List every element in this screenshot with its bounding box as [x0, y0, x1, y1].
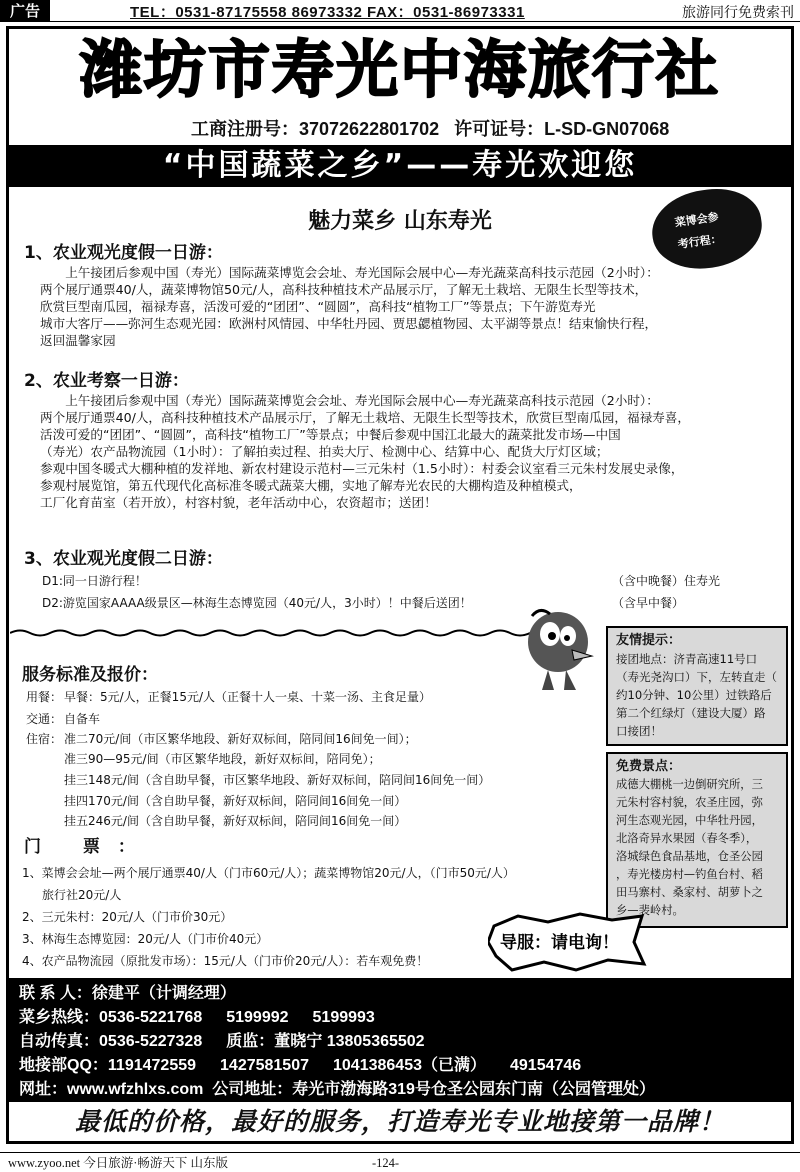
- hotline-number: 5199992: [226, 1009, 289, 1026]
- qq-label: 地接部QQ：: [19, 1057, 108, 1074]
- license-label: 许可证号：: [454, 119, 545, 139]
- web-line: [19, 1078, 781, 1102]
- bottom-slogan: 最低的价格，最好的服务，打造寿光专业地接第一品牌！: [74, 1107, 725, 1136]
- tour1-title: 1、农业观光度假一日游：: [24, 243, 223, 263]
- footer-text: www.zyoo.net 今日旅游·畅游天下 山东版: [8, 1156, 229, 1170]
- reg-number: 37072622801702: [299, 119, 440, 139]
- free-spots-line: ，寿光楼房村—钓鱼台村、稻: [616, 868, 763, 881]
- guide-service-text: 导服：请电询！: [500, 933, 619, 953]
- page-subtitle: 魅力菜乡 山东寿光: [308, 209, 492, 234]
- badge-line-2: 考行程：: [676, 232, 723, 252]
- free-spots-line: 元朱村容村貌，农圣庄园，弥: [616, 796, 763, 809]
- tour3-d1: D1:同一日游行程！: [42, 574, 147, 588]
- tour3-title: 3、农业观光度假二日游：: [24, 549, 223, 569]
- license-number: L-SD-GN07068: [544, 119, 670, 139]
- traffic-label: 交通：: [26, 712, 63, 726]
- free-spots-box: [606, 752, 788, 928]
- tour1-line: 两个展厅通票40/人，蔬菜博物馆50元/人，高科技种植技术产品展示厅，了解无土栽培、无限生长型等技术，: [40, 282, 648, 297]
- stay-item: 准三90—95元/间（市区繁华地段，新好双标间，陪同免）；: [64, 752, 381, 766]
- address-value: 寿光市渤海路319号仓圣公园东门南（公园管理处）: [292, 1081, 655, 1098]
- tour2-line: 两个展厅通票40/人，高科技种植技术产品展示厅，了解无土栽培、无限生长型等技术，欣赏巨型南瓜园，福禄寿喜，: [40, 410, 690, 425]
- free-spots-line: 成德大棚桃一边倒研究所，三: [616, 778, 763, 791]
- wave-divider: [10, 628, 530, 638]
- service-traffic: [26, 710, 100, 727]
- ticket-item: 旅行社20元/人: [42, 888, 122, 902]
- traffic-value: 自备车: [64, 712, 101, 726]
- free-spots-line: 北洛奇异水果园（春冬季），: [616, 832, 758, 845]
- free-spots-line: 田马寨村、桑家村、胡萝卜之: [616, 886, 763, 899]
- tour2-line: 参观中国冬暖式大棚种植的发祥地、新农村建设示范村—三元朱村（1.5小时）：村委会议室看三元朱村发展史录像，: [40, 461, 684, 476]
- tickets-title: 门 票：: [24, 837, 153, 857]
- tour2-line: 工厂化育苗室（若开放），村容村貌，老年活动中心，农资超市；送团！: [40, 495, 437, 510]
- contact-person: 徐建平（计调经理）: [91, 985, 236, 1002]
- page-footer: [0, 1152, 800, 1172]
- qq-number: 49154746: [510, 1057, 582, 1074]
- hotline-number: 0536-5221768: [99, 1009, 203, 1026]
- tour2-line: 活泼可爱的“团团”、“圆圆”，高科技“植物工厂”等景点；中餐后参观中国江北最大的蔬菜批发市场—中国: [40, 427, 621, 442]
- badge-line-1: 菜博会参: [673, 210, 720, 230]
- contact-person-label: 联 系 人：: [19, 985, 92, 1002]
- tips-line: 接团地点：济青高速11号口: [616, 652, 758, 666]
- contact-block: [9, 978, 791, 1102]
- tips-title: 友情提示：: [616, 633, 682, 648]
- tips-line: 第二个红绿灯（建设大厦）路: [616, 706, 766, 720]
- free-spots-line: 乡—裴岭村。: [616, 904, 684, 917]
- slogan-bar: “中国蔬菜之乡”——寿光欢迎您: [9, 145, 791, 187]
- ad-tag: 广告: [0, 0, 50, 22]
- stay-item: 挂四170元/间（含自助早餐，新好双标间，陪同间16间免一间）: [64, 794, 407, 808]
- reg-label: 工商注册号：: [191, 119, 299, 139]
- qq-number: 1041386453（已满）: [333, 1057, 486, 1074]
- tour3-d2: D2:游览国家AAAA级景区—林海生态博览园（40元/人，3小时）！中餐后送团！: [42, 596, 472, 610]
- qq-number: 1191472559: [107, 1057, 197, 1074]
- ticket-item: 3、林海生态博览园：20元/人（门市价40元）: [22, 932, 269, 946]
- service-meal: [26, 688, 431, 705]
- address-label: 公司地址：: [212, 1081, 293, 1098]
- company-name: 潍坊市寿光中海旅行社: [79, 33, 720, 106]
- qq-line: [19, 1054, 781, 1078]
- page-number: -124-: [372, 1156, 400, 1170]
- stay-item: 准二70元/间（市区繁华地段、新好双标间，陪同间16间免一间）；: [64, 732, 417, 746]
- tour1-line: 返回温馨家园: [40, 333, 116, 348]
- qq-number: 1427581507: [220, 1057, 309, 1074]
- tour1-line: 上午接团后参观中国（寿光）国际蔬菜博览会会址、寿光国际会展中心—寿光蔬菜高科技示范园（2小时）：: [65, 265, 659, 280]
- hotline-line: [19, 1006, 781, 1030]
- hotline-number: 5199993: [312, 1009, 375, 1026]
- top-contact-line: TEL：0531-87175558 86973332 FAX：0531-86973331: [130, 4, 525, 21]
- hotline-label: 菜乡热线：: [19, 1009, 100, 1026]
- top-tagline: 旅游同行免费索刊: [682, 5, 794, 21]
- masthead: [9, 29, 791, 145]
- contact-person-line: [19, 982, 781, 1006]
- fax-number: 0536-5227328: [99, 1033, 203, 1050]
- tour2-line: 参观村展览馆，第五代现代化高标准冬暖式蔬菜大棚，实地了解寿光农民的大棚构造及种植模式，: [40, 478, 582, 493]
- tour2-body: [40, 392, 785, 511]
- tour2-line: 上午接团后参观中国（寿光）国际蔬菜博览会会址、寿光国际会展中心—寿光蔬菜高科技示范园（2小时）：: [65, 393, 659, 408]
- free-spots-title: 免费景点：: [616, 759, 682, 774]
- web-label: 网址：: [19, 1081, 68, 1098]
- free-spots-line: 洛城绿色食品基地，仓圣公园: [616, 850, 763, 863]
- tour2-line: （寿光）农产品物流园（1小时）：了解拍卖过程、拍卖大厅、检测中心、结算中心、配货大厅灯区域；: [40, 444, 609, 459]
- tips-line: 约10分钟、10公里）过铁路后: [616, 688, 772, 702]
- stay-label: 住宿：: [26, 732, 63, 746]
- free-spots-line: 河生态观光园，中华牡丹园，: [616, 814, 763, 827]
- meal-label: 用餐：: [26, 690, 63, 704]
- stay-item: 挂五246元/间（含自助早餐，新好双标间，陪同间16间免一间）: [64, 814, 407, 828]
- ticket-item: 2、三元朱村：20元/人（门市价30元）: [22, 910, 233, 924]
- tour1-body: [40, 264, 785, 349]
- fax-label: 自动传真：: [19, 1033, 100, 1050]
- tour1-line: 城市大客厅——弥河生态观光园：欧洲村风情园、中华牡丹园、贾思勰植物园、太平湖等景点！结束愉快行程，: [40, 316, 658, 331]
- ticket-item: 1、菜博会会址—两个展厅通票40/人（门市60元/人）；蔬菜博物馆20元/人，（门市50元/人）: [22, 866, 515, 880]
- tour3-d1-note: （含中晚餐）住寿光: [612, 574, 721, 588]
- tips-line: （寿光尧沟口）下，左转直走（: [616, 670, 777, 684]
- top-bar: [0, 0, 800, 22]
- fax-line: [19, 1030, 781, 1054]
- tour3-d2-note: （含早中餐）: [612, 596, 685, 610]
- service-title: 服务标准及报价：: [22, 665, 158, 685]
- tips-line: 口接团！: [616, 724, 662, 738]
- meal-value: 早餐：5元/人，正餐15元/人（正餐十人一桌、十菜一汤、主食足量）: [64, 690, 431, 704]
- tour1-line: 欣赏巨型南瓜园，福禄寿喜，活泼可爱的“团团”、“圆圆”，高科技“植物工厂”等景点；下午游览寿光: [40, 299, 596, 314]
- stay-item: 挂三148元/间（含自助早餐，市区繁华地段、新好双标间，陪同间16间免一间）: [64, 773, 491, 787]
- qc-label: 质监：: [226, 1033, 275, 1050]
- ticket-item: 4、农产品物流园（原批发市场）：15元/人（门市价20元/人）：若车观免费！: [22, 954, 429, 968]
- service-stay: [26, 730, 417, 747]
- qc-value: 董晓宁 13805365502: [274, 1033, 425, 1050]
- web-url[interactable]: www.wfzhlxs.com: [67, 1081, 204, 1098]
- registration-line: [191, 115, 669, 141]
- vegetable-mascot-icon: [520, 606, 598, 696]
- tips-box: [606, 626, 788, 746]
- tour2-title: 2、农业考察一日游：: [24, 371, 189, 391]
